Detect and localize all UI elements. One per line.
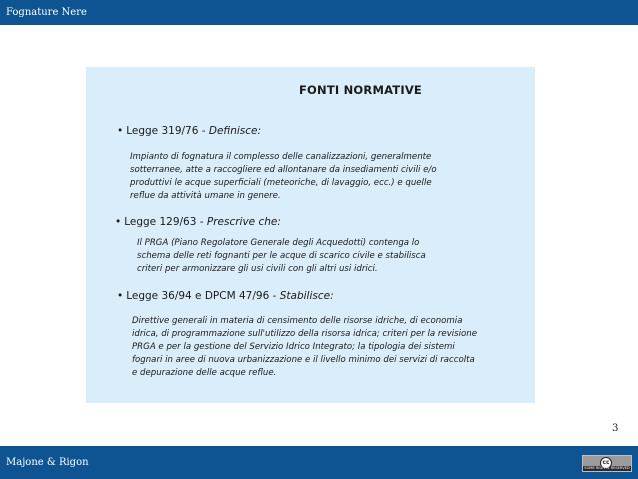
footer-author: Majone & Rigon [6, 457, 89, 468]
bullet-icon: • [115, 216, 122, 228]
slide-title: FONTI NORMATIVE [299, 83, 422, 97]
description-line: Impianto di fognatura il complesso delle canalizzazioni, generalmente [130, 152, 432, 162]
law-verb: Prescrive che: [206, 216, 281, 228]
cc-license-label: SOME RIGHTS RESERVED [584, 466, 630, 470]
header-bar [0, 0, 638, 25]
description-line: Direttive generali in materia di censimento delle risorse idriche, di economia [132, 316, 463, 326]
description-line: reflue da attività umane in genere. [130, 191, 281, 201]
description-line: sotterranee, atte a raccogliere ed allontanare da insediamenti civili e/o [130, 165, 437, 175]
description-line: schema delle reti fognanti per le acque di scarico civile e stabilisca [137, 251, 426, 261]
law-name: Legge 319/76 - [126, 125, 209, 137]
law-description-129-63 [137, 237, 426, 276]
law-item-319-76 [117, 125, 261, 137]
law-verb: Definisce: [208, 125, 262, 137]
bullet-icon: • [117, 125, 124, 137]
law-description-319-76 [130, 151, 437, 203]
description-line: Il PRGA (Piano Regolatore Generale degli Acquedotti) contenga lo [137, 238, 420, 248]
description-line: idrica, di programmazione sull'utilizzo della risorsa idrica; criteri per la revisione [132, 329, 478, 339]
slide-image-panel [86, 67, 535, 403]
law-name: Legge 129/63 - [124, 216, 207, 228]
page-number: 3 [612, 423, 619, 434]
description-line: criteri per armonizzare gli usi civili con gli altri usi idrici. [137, 264, 378, 274]
law-name: Legge 36/94 e DPCM 47/96 - [126, 290, 280, 302]
law-verb: Stabilisce: [279, 290, 334, 302]
creative-commons-badge[interactable] [582, 455, 632, 472]
description-line: produttivi le acque superficiali (meteoriche, di lavaggio, ecc.) e quelle [130, 178, 432, 188]
description-line: PRGA e per la gestione del Servizio Idrico Integrato; la tipologia dei sistemi [132, 342, 455, 352]
law-description-36-94 [132, 315, 477, 380]
description-line: e depurazione delle acque reflue. [132, 368, 277, 378]
cc-icon: cc [600, 457, 612, 469]
bullet-icon: • [117, 290, 124, 302]
description-line: fognari in aree di nuova urbanizzazione e il livello minimo dei servizi di raccolta [132, 355, 475, 365]
header-title: Fognature Nere [6, 7, 87, 18]
law-item-36-94 [117, 290, 334, 302]
law-item-129-63 [115, 216, 281, 228]
footer-bar [0, 446, 638, 479]
